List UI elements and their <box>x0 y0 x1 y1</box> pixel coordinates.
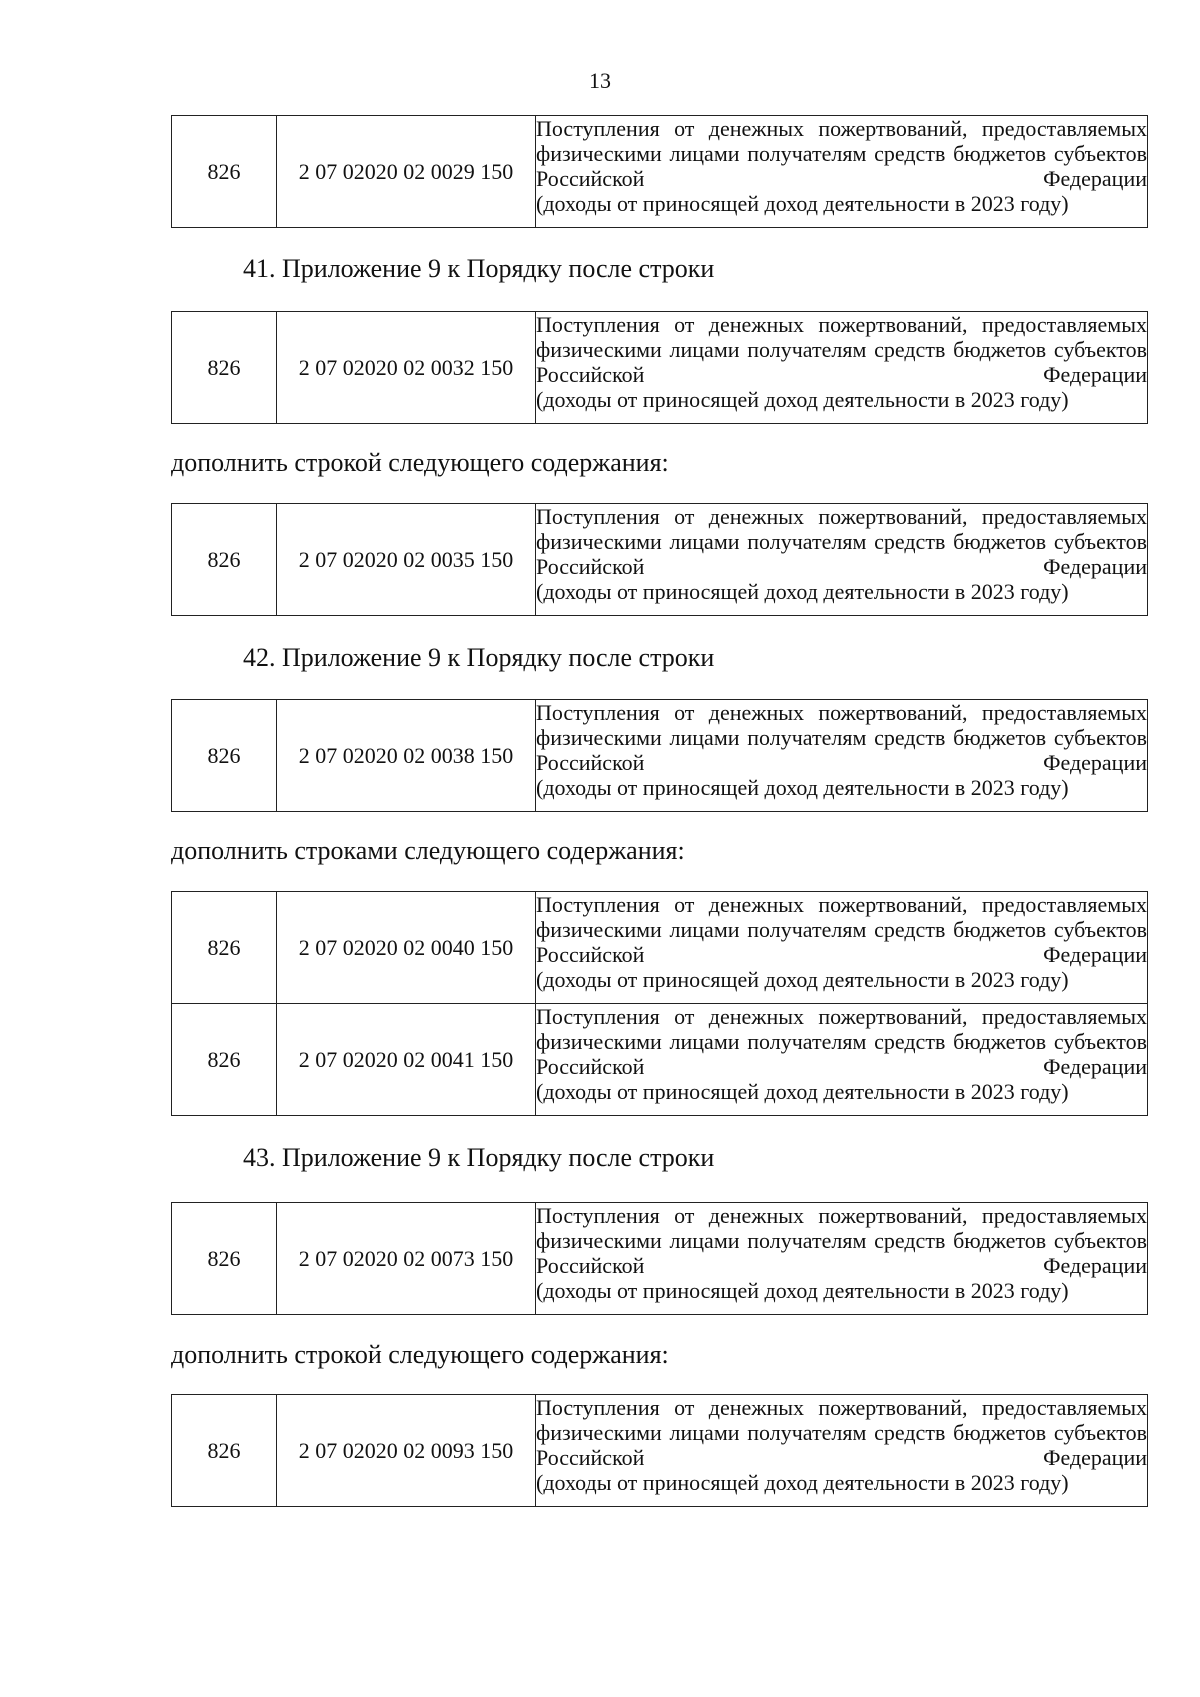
section-heading: дополнить строкой следующего содержания: <box>171 1340 669 1369</box>
admin-code-cell: 826 <box>172 1004 277 1116</box>
description-text-note: (доходы от приносящей доход деятельности в 2023 году) <box>536 191 1069 216</box>
description-text: Поступления от денежных пожертвований, предоставляемых физическими лицами получателям средств бюджетов субъектов Российской Федерации <box>536 1203 1147 1278</box>
description-cell <box>536 1004 1148 1116</box>
code-table <box>171 1202 1148 1315</box>
description-text-note: (доходы от приносящей доход деятельности в 2023 году) <box>536 387 1069 412</box>
description-cell <box>536 1395 1148 1507</box>
budget-code-cell: 2 07 02020 02 0041 150 <box>277 1004 536 1116</box>
admin-code-cell: 826 <box>172 116 277 228</box>
page-number: 13 <box>589 68 611 93</box>
table-row <box>172 892 1148 1004</box>
admin-code-cell: 826 <box>172 1203 277 1315</box>
table-row <box>172 504 1148 616</box>
table-row <box>172 1203 1148 1315</box>
budget-code-cell: 2 07 02020 02 0073 150 <box>277 1203 536 1315</box>
admin-code-cell: 826 <box>172 892 277 1004</box>
description-text: Поступления от денежных пожертвований, предоставляемых физическими лицами получателям средств бюджетов субъектов Российской Федерации <box>536 504 1147 579</box>
code-table <box>171 699 1148 812</box>
section-heading: дополнить строкой следующего содержания: <box>171 448 669 477</box>
description-text: Поступления от денежных пожертвований, предоставляемых физическими лицами получателям средств бюджетов субъектов Российской Федерации <box>536 700 1147 775</box>
description-text: Поступления от денежных пожертвований, предоставляемых физическими лицами получателям средств бюджетов субъектов Российской Федерации <box>536 1395 1147 1470</box>
description-text: Поступления от денежных пожертвований, предоставляемых физическими лицами получателям средств бюджетов субъектов Российской Федерации <box>536 312 1147 387</box>
code-table <box>171 891 1148 1116</box>
description-text: Поступления от денежных пожертвований, предоставляемых физическими лицами получателям средств бюджетов субъектов Российской Федерации <box>536 116 1147 191</box>
description-text-note: (доходы от приносящей доход деятельности в 2023 году) <box>536 1079 1069 1104</box>
admin-code-cell: 826 <box>172 700 277 812</box>
description-cell <box>536 700 1148 812</box>
admin-code-cell: 826 <box>172 312 277 424</box>
description-cell <box>536 892 1148 1004</box>
budget-code-cell: 2 07 02020 02 0038 150 <box>277 700 536 812</box>
description-text-note: (доходы от приносящей доход деятельности в 2023 году) <box>536 967 1069 992</box>
budget-code-cell: 2 07 02020 02 0032 150 <box>277 312 536 424</box>
budget-code-cell: 2 07 02020 02 0040 150 <box>277 892 536 1004</box>
section-heading: 43. Приложение 9 к Порядку после строки <box>243 1143 715 1172</box>
budget-code-cell: 2 07 02020 02 0029 150 <box>277 116 536 228</box>
description-cell <box>536 1203 1148 1315</box>
description-text: Поступления от денежных пожертвований, предоставляемых физическими лицами получателям средств бюджетов субъектов Российской Федерации <box>536 1004 1147 1079</box>
description-cell <box>536 312 1148 424</box>
code-table <box>171 1394 1148 1507</box>
code-table <box>171 115 1148 228</box>
table-row <box>172 312 1148 424</box>
section-heading: 42. Приложение 9 к Порядку после строки <box>243 643 715 672</box>
section-heading: дополнить строками следующего содержания: <box>171 836 685 865</box>
description-cell <box>536 116 1148 228</box>
budget-code-cell: 2 07 02020 02 0093 150 <box>277 1395 536 1507</box>
description-text: Поступления от денежных пожертвований, предоставляемых физическими лицами получателям средств бюджетов субъектов Российской Федерации <box>536 892 1147 967</box>
table-row <box>172 116 1148 228</box>
table-row <box>172 1395 1148 1507</box>
admin-code-cell: 826 <box>172 1395 277 1507</box>
code-table <box>171 311 1148 424</box>
description-cell <box>536 504 1148 616</box>
table-row <box>172 1004 1148 1116</box>
table-row <box>172 700 1148 812</box>
budget-code-cell: 2 07 02020 02 0035 150 <box>277 504 536 616</box>
code-table <box>171 503 1148 616</box>
description-text-note: (доходы от приносящей доход деятельности в 2023 году) <box>536 1470 1069 1495</box>
description-text-note: (доходы от приносящей доход деятельности в 2023 году) <box>536 579 1069 604</box>
admin-code-cell: 826 <box>172 504 277 616</box>
description-text-note: (доходы от приносящей доход деятельности в 2023 году) <box>536 1278 1069 1303</box>
description-text-note: (доходы от приносящей доход деятельности в 2023 году) <box>536 775 1069 800</box>
section-heading: 41. Приложение 9 к Порядку после строки <box>243 254 715 283</box>
